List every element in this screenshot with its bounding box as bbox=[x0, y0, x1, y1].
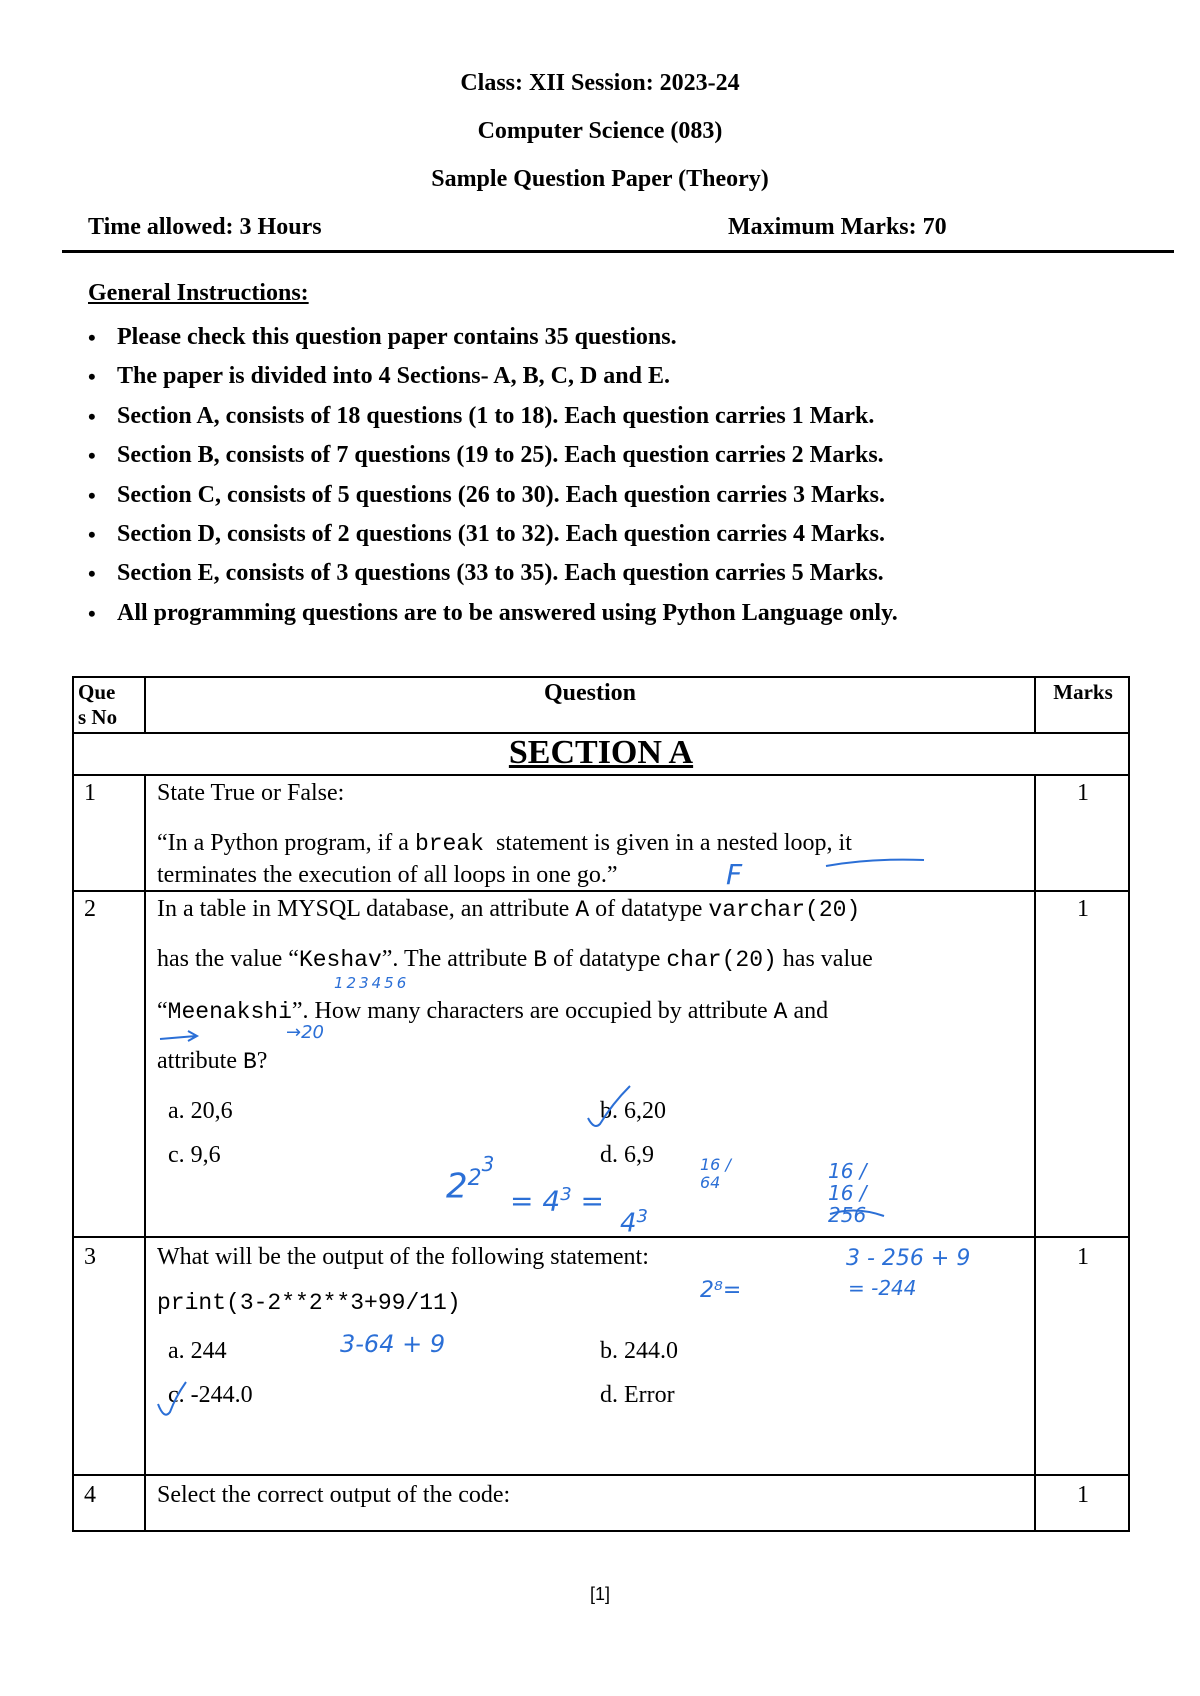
q3-option-d: d. Error bbox=[600, 1382, 675, 1408]
q2-text: of datatype bbox=[553, 946, 661, 972]
maximum-marks: Maximum Marks: 70 bbox=[728, 214, 947, 240]
q2-option-c: c. 9,6 bbox=[168, 1142, 221, 1168]
q3-number: 3 bbox=[84, 1244, 96, 1270]
handwritten-exponent-sup: 2 bbox=[467, 1166, 482, 1191]
handwritten-stack: 16 / 16 / 256 bbox=[828, 1159, 867, 1227]
q2-option-a: a. 20,6 bbox=[168, 1098, 233, 1124]
q3-option-b: b. 244.0 bbox=[600, 1338, 678, 1364]
q2-text: In a table in MYSQL database, an attribute bbox=[157, 896, 570, 922]
instruction-item: • Section A, consists of 18 questions (1 to 18). Each question carries 1 Mark. bbox=[88, 397, 1168, 436]
q2-attr-b: B bbox=[242, 1049, 257, 1075]
instruction-item: • Section D, consists of 2 questions (31 to 32). Each question carries 4 Marks. bbox=[88, 515, 1168, 554]
handwritten-exponent bbox=[446, 1152, 495, 1207]
handwritten-arrow: →20 bbox=[286, 1022, 324, 1043]
q3-option-c: c. -244.0 bbox=[168, 1382, 253, 1408]
handwritten-power-sup: 3 bbox=[636, 1206, 648, 1227]
q2-text: “ bbox=[157, 998, 168, 1024]
handwritten-fraction: 16 / 64 bbox=[700, 1155, 731, 1192]
q2-text: of datatype bbox=[595, 896, 703, 922]
handwritten-eq-sup: 3 bbox=[560, 1184, 572, 1205]
section-a-heading: SECTION A bbox=[508, 734, 694, 771]
q3-code: print(3-2**2**3+99/11) bbox=[157, 1290, 461, 1316]
q4-line: Select the correct output of the code: bbox=[157, 1482, 511, 1508]
handwritten-power-base: 4 bbox=[620, 1208, 637, 1239]
q2-char-code: char(20) bbox=[666, 947, 777, 973]
handwritten-calc: 3-64 + 9 bbox=[340, 1330, 446, 1358]
subject-heading: Computer Science (083) bbox=[477, 118, 723, 144]
handwritten-power-eight: 2⁸= bbox=[700, 1278, 742, 1303]
q1-statement bbox=[157, 830, 852, 857]
handwritten-power bbox=[620, 1206, 648, 1239]
qno-header-line: s No bbox=[78, 705, 118, 729]
q4-number: 4 bbox=[84, 1482, 96, 1508]
time-allowed: Time allowed: 3 Hours bbox=[88, 214, 322, 240]
marks-column-header: Marks bbox=[1053, 680, 1113, 704]
handwritten-calc: 3 - 256 + 9 bbox=[846, 1246, 971, 1271]
q2-text: ”. The attribute bbox=[381, 946, 528, 972]
q1-statement-rest: statement is given in a nested loop, it bbox=[495, 830, 852, 856]
q2-option-d: d. 6,9 bbox=[600, 1142, 654, 1168]
q2-text: ? bbox=[256, 1048, 268, 1074]
instruction-item: • Section E, consists of 3 questions (33 to 35). Each question carries 5 Marks. bbox=[88, 554, 1168, 593]
q2-line bbox=[157, 946, 873, 973]
q1-line: State True or False: bbox=[157, 780, 345, 806]
handwritten-exponent-sup2: 3 bbox=[481, 1152, 495, 1176]
table-divider bbox=[144, 774, 146, 1532]
instruction-item: • All programming questions are to be answered using Python Language only. bbox=[88, 594, 1168, 633]
handwritten-eq-text: = 4 bbox=[510, 1184, 561, 1218]
handwritten-eq-tail: = bbox=[580, 1184, 605, 1218]
general-instructions-title: General Instructions: bbox=[88, 280, 309, 306]
q1-statement-end: terminates the execution of all loops in one go.” bbox=[157, 862, 618, 888]
q2-keshav-code: Keshav bbox=[298, 947, 382, 973]
instruction-item: • Please check this question paper contains 35 questions. bbox=[88, 318, 1168, 357]
q2-line bbox=[157, 1048, 267, 1075]
q2-text: ”. How many characters are occupied by attribute bbox=[291, 998, 768, 1024]
q2-number: 2 bbox=[84, 896, 96, 922]
q3-line: What will be the output of the following statement: bbox=[157, 1244, 649, 1270]
q2-attr-a: A bbox=[575, 897, 590, 923]
instruction-item: • The paper is divided into 4 Sections- A, B, C, D and E. bbox=[88, 357, 1168, 396]
q2-text: attribute bbox=[157, 1048, 237, 1074]
table-divider bbox=[72, 1474, 1130, 1476]
q2-line bbox=[157, 998, 828, 1025]
table-divider bbox=[72, 774, 1130, 776]
header-divider bbox=[62, 250, 1174, 253]
q2-marks: 1 bbox=[1077, 896, 1089, 922]
q2-option-b: b. 6,20 bbox=[600, 1098, 666, 1124]
q2-line bbox=[157, 896, 860, 923]
table-divider bbox=[72, 890, 1130, 892]
instruction-item: • Section C, consists of 5 questions (26 to 30). Each question carries 3 Marks. bbox=[88, 476, 1168, 515]
page-number: [1] bbox=[589, 1584, 610, 1604]
q2-varchar-code: varchar(20) bbox=[708, 897, 861, 923]
question-column-header: Question bbox=[543, 680, 636, 706]
qno-header-line: Que bbox=[78, 680, 116, 704]
handwritten-calc: = -244 bbox=[848, 1276, 917, 1300]
q2-attr-b: B bbox=[533, 947, 548, 973]
handwritten-count: 123456 bbox=[334, 974, 410, 992]
q1-number: 1 bbox=[84, 780, 96, 806]
handwritten-exponent-base: 2 bbox=[446, 1166, 468, 1207]
q1-marks: 1 bbox=[1077, 780, 1089, 806]
table-divider bbox=[1034, 774, 1036, 1532]
q3-option-a: a. 244 bbox=[168, 1338, 227, 1364]
table-divider bbox=[72, 1236, 1130, 1238]
handwritten-equation bbox=[510, 1184, 604, 1217]
qno-column-header bbox=[78, 680, 117, 730]
q2-text: has value bbox=[782, 946, 873, 972]
q2-text: and bbox=[793, 998, 829, 1024]
q2-attr-a: A bbox=[773, 999, 788, 1025]
class-session-heading: Class: XII Session: 2023-24 bbox=[460, 70, 740, 96]
instructions-list bbox=[88, 318, 1168, 633]
q1-break-code: break bbox=[414, 831, 484, 857]
q3-marks: 1 bbox=[1077, 1244, 1089, 1270]
instruction-item: • Section B, consists of 7 questions (19 to 25). Each question carries 2 Marks. bbox=[88, 436, 1168, 475]
q2-text: has the value “ bbox=[157, 946, 299, 972]
q2-meenakshi-code: Meenakshi bbox=[167, 999, 292, 1025]
paper-title: Sample Question Paper (Theory) bbox=[431, 166, 769, 192]
handwritten-answer-f: F bbox=[726, 858, 743, 891]
q1-statement-open: “In a Python program, if a bbox=[157, 830, 409, 856]
q4-marks: 1 bbox=[1077, 1482, 1089, 1508]
